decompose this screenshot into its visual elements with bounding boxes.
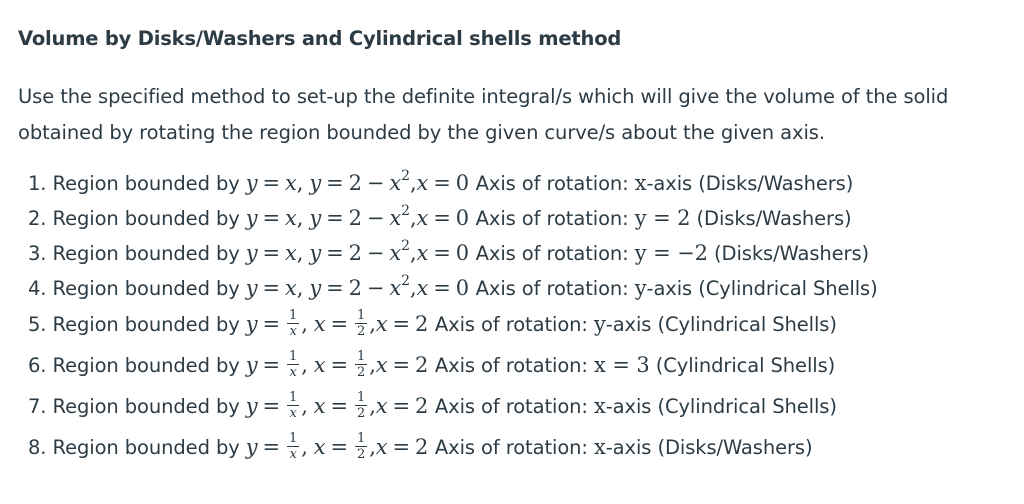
region-equations: y = $\frac{1}{x}$ , x = $\frac{1}{2}$ ,x = 2: [245, 308, 429, 339]
method-label: (Disks/Washers): [698, 172, 854, 195]
axis-suffix: -axis: [605, 436, 652, 459]
region-prefix: Region bounded by: [52, 172, 240, 195]
problem-item-8: [28, 429, 812, 465]
axis-prefix: Axis of rotation:: [434, 313, 588, 336]
axis-prefix: Axis of rotation:: [475, 277, 629, 300]
region-prefix: Region bounded by: [52, 436, 240, 459]
axis-prefix: Axis of rotation:: [475, 172, 629, 195]
problem-item-6: [28, 347, 835, 383]
problem-number: 1.: [28, 172, 47, 195]
method-label: (Disks/Washers): [714, 242, 870, 265]
problem-item-4: [28, 270, 878, 306]
axis-value: y: [594, 312, 606, 336]
region-equations: y = x, $y = 2 - x^2,x = 0$: [245, 203, 470, 230]
axis-prefix: Axis of rotation:: [434, 395, 588, 418]
region-prefix: Region bounded by: [52, 354, 240, 377]
problem-number: 3.: [28, 242, 47, 265]
problem-item-5: [28, 306, 837, 342]
method-label: (Disks/Washers): [696, 207, 852, 230]
fraction: $\frac{1}{2}$: [357, 349, 366, 380]
problem-number: 7.: [28, 395, 47, 418]
axis-suffix: -axis: [605, 313, 652, 336]
axis-value: y: [634, 276, 647, 300]
problem-item-1: [28, 165, 853, 201]
axis-value: x = 3: [594, 353, 650, 377]
problem-number: 4.: [28, 277, 47, 300]
problem-item-3: [28, 235, 869, 271]
region-equations: y = x, $y = 2 - x^2,x = 0$: [245, 238, 470, 265]
axis-prefix: Axis of rotation:: [475, 207, 629, 230]
fraction: $\frac{1}{x}$: [289, 349, 298, 380]
method-label: (Cylindrical Shells): [657, 313, 837, 336]
region-equations: y = x, $y = 2 - x^2,x = 0$: [245, 273, 470, 300]
axis-value: y = −2: [634, 241, 708, 265]
fraction: $\frac{1}{2}$: [357, 431, 366, 462]
axis-suffix: -axis: [646, 172, 693, 195]
problem-item-2: [28, 200, 852, 236]
axis-prefix: Axis of rotation:: [434, 354, 588, 377]
region-prefix: Region bounded by: [52, 313, 240, 336]
method-label: (Cylindrical Shells): [655, 354, 836, 377]
axis-suffix: -axis: [605, 395, 652, 418]
method-label: (Disks/Washers): [657, 436, 813, 459]
region-equations: y = x, $y = 2 - x^2,x = 0$: [245, 168, 470, 195]
intro-paragraph: Use the specified method to set-up the definite integral/s which will give the volume of the solid obtained by rotating the region bounded by the given curve/s about the given axis.: [18, 85, 949, 144]
axis-suffix: -axis: [646, 277, 693, 300]
region-prefix: Region bounded by: [52, 242, 240, 265]
fraction: $\frac{1}{2}$: [357, 308, 366, 339]
region-prefix: Region bounded by: [52, 277, 240, 300]
region-equations: y = $\frac{1}{x}$ , x = $\frac{1}{2}$ ,x = 2: [245, 349, 429, 380]
axis-prefix: Axis of rotation:: [434, 436, 588, 459]
problem-number: 5.: [28, 313, 47, 336]
region-equations: y = $\frac{1}{x}$ , x = $\frac{1}{2}$ ,x = 2: [245, 431, 429, 462]
axis-value: x: [594, 394, 606, 418]
axis-prefix: Axis of rotation:: [475, 242, 629, 265]
fraction: $\frac{1}{2}$: [357, 390, 366, 421]
axis-value: x: [594, 435, 606, 459]
fraction: $\frac{1}{x}$: [289, 308, 298, 339]
region-prefix: Region bounded by: [52, 207, 240, 230]
axis-value: x: [634, 171, 647, 195]
axis-value: y = 2: [634, 206, 691, 230]
fraction: $\frac{1}{x}$: [289, 390, 298, 421]
method-label: (Cylindrical Shells): [698, 277, 878, 300]
fraction: $\frac{1}{x}$: [289, 431, 298, 462]
page-title: Volume by Disks/Washers and Cylindrical shells method: [18, 27, 622, 50]
region-prefix: Region bounded by: [52, 395, 240, 418]
problem-number: 6.: [28, 354, 47, 377]
problem-number: 8.: [28, 436, 47, 459]
problem-number: 2.: [28, 207, 47, 230]
method-label: (Cylindrical Shells): [657, 395, 837, 418]
region-equations: y = $\frac{1}{x}$ , x = $\frac{1}{2}$ ,x = 2: [245, 390, 429, 421]
problem-item-7: [28, 388, 837, 424]
